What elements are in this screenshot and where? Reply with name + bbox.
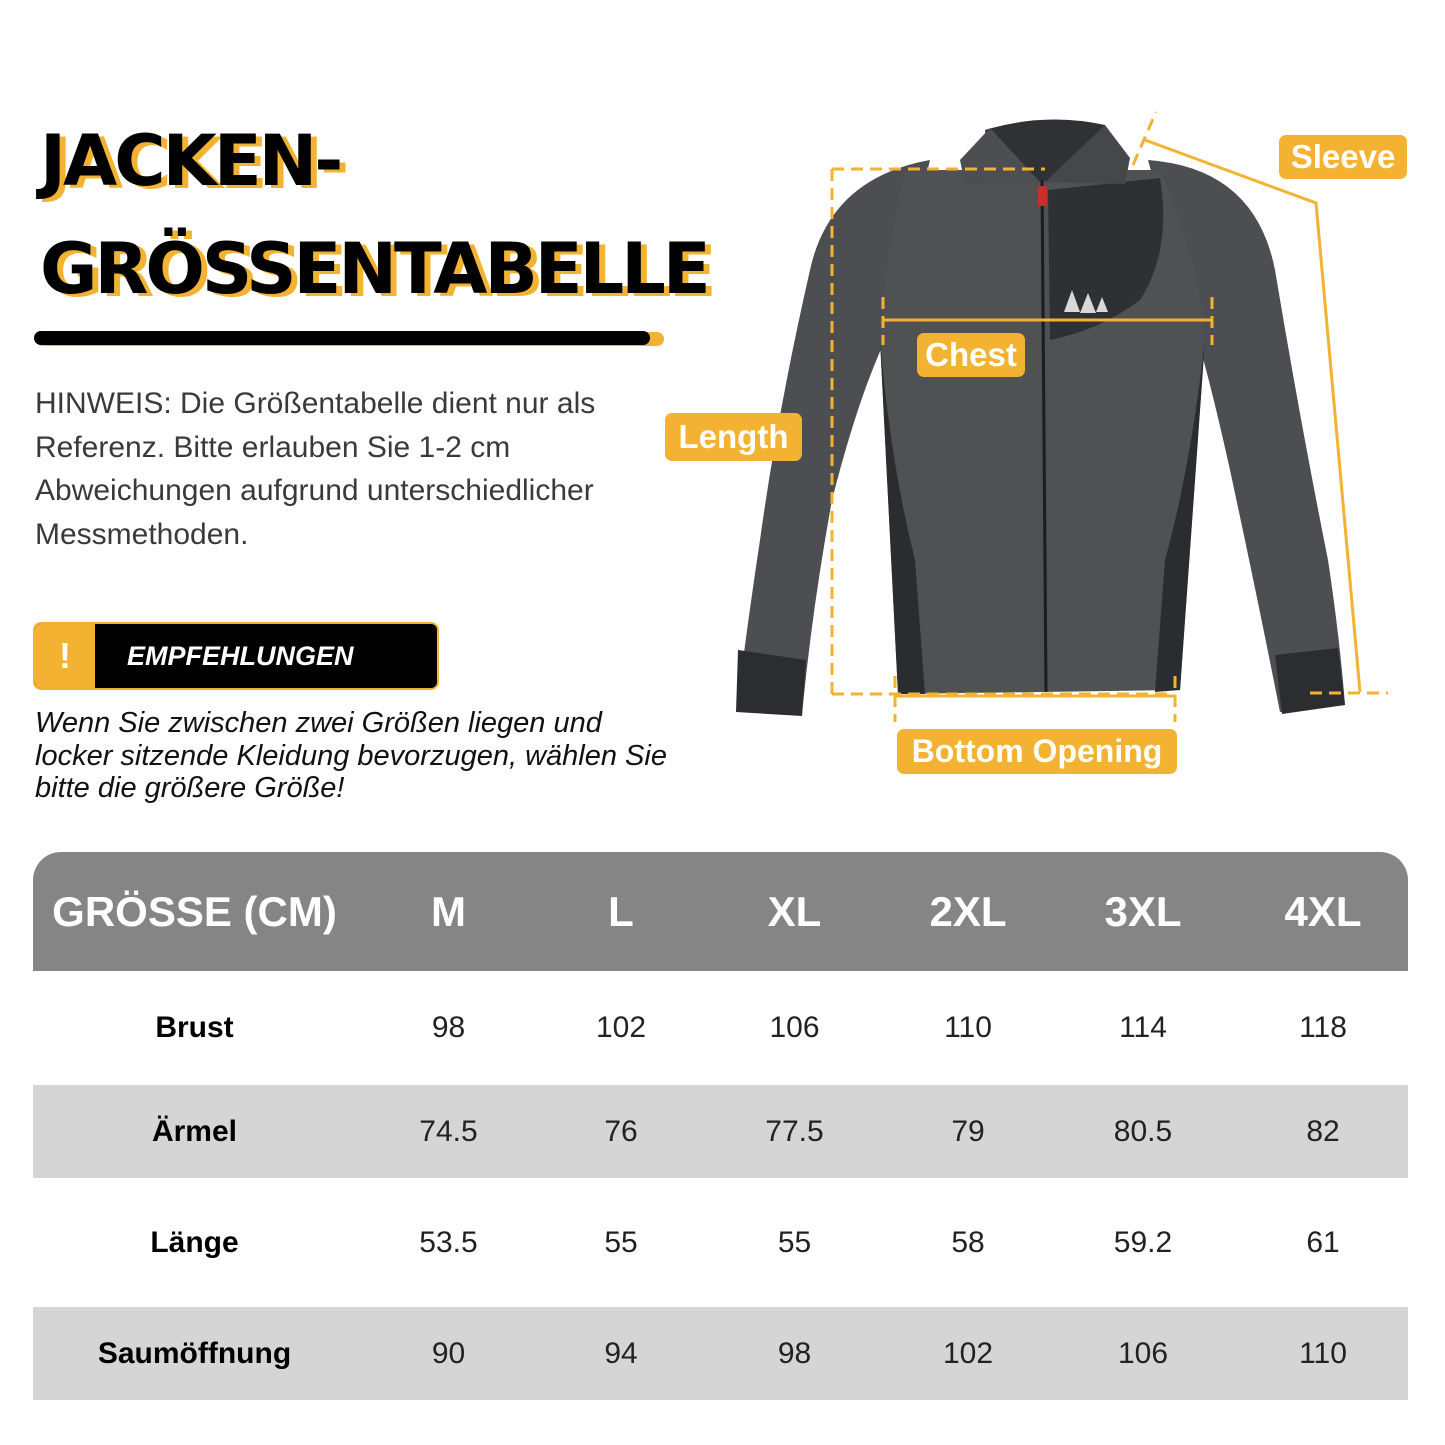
table-cell: 59.2 (1113, 1225, 1173, 1259)
bottom-opening-label: Bottom Opening (897, 729, 1177, 774)
row-label: Brust (155, 1011, 234, 1044)
table-row (33, 1085, 1408, 1178)
header-size-l: L (541, 852, 701, 971)
table-cell: 53.5 (419, 1225, 478, 1259)
table-cell: 114 (1119, 1011, 1167, 1044)
table-cell: 80.5 (1048, 1085, 1238, 1178)
header-size-4xl: 4XL (1238, 852, 1408, 971)
table-row (33, 1307, 1408, 1400)
row-label: Saumöffnung (33, 1307, 356, 1400)
table-cell: 106 (769, 1011, 820, 1044)
table-cell: 110 (944, 1011, 992, 1044)
table-cell: 76 (541, 1085, 701, 1178)
table-cell: 55 (604, 1225, 638, 1259)
reference-note: HINWEIS: Die Größentabelle dient nur als Referenz. Bitte erlauben Sie 1-2 cm Abweichungen aufgrund unterschiedlicher Messmethoden. (35, 387, 596, 551)
table-cell: 61 (1306, 1225, 1340, 1259)
title-line-1: JACKEN- (40, 120, 341, 202)
header-size-label: GRÖSSE (CM) (33, 852, 356, 971)
header-size-m: M (356, 852, 541, 971)
jacket-illustration (736, 120, 1345, 716)
recommendation-text: Wenn Sie zwischen zwei Größen liegen und locker sitzende Kleidung bevorzugen, wählen Sie bitte die größere Größe! (35, 707, 667, 804)
table-cell: 98 (431, 1011, 466, 1044)
table-cell: 77.5 (701, 1085, 888, 1178)
table-cell: 58 (951, 1225, 985, 1259)
table-cell: 94 (541, 1307, 701, 1400)
table-cell: 118 (1299, 1011, 1347, 1044)
table-cell: 82 (1238, 1085, 1408, 1178)
header-size-3xl: 3XL (1048, 852, 1238, 971)
table-cell: 106 (1048, 1307, 1238, 1400)
table-cell: 98 (701, 1307, 888, 1400)
exclamation-icon: ! (59, 635, 71, 676)
table-cell: 55 (777, 1225, 812, 1259)
table-cell: 102 (595, 1011, 647, 1044)
row-label: Ärmel (33, 1085, 356, 1178)
header-size-2xl: 2XL (888, 852, 1048, 971)
table-row (33, 971, 1408, 1085)
title-line-2: GRÖSSENTABELLE (40, 228, 708, 310)
table-row (33, 1178, 1408, 1307)
chest-label: Chest (917, 333, 1025, 377)
table-cell: 74.5 (356, 1085, 541, 1178)
header-size-xl: XL (701, 852, 888, 971)
table-cell: 79 (888, 1085, 1048, 1178)
size-table (33, 852, 1408, 1400)
table-header-row (33, 852, 1408, 971)
recommendations-label: EMPFEHLUNGEN (127, 641, 354, 671)
table-cell: 110 (1238, 1307, 1408, 1400)
table-cell: 90 (356, 1307, 541, 1400)
length-label: Length (665, 413, 802, 461)
sleeve-label: Sleeve (1279, 135, 1407, 179)
table-cell: 102 (888, 1307, 1048, 1400)
row-label: Länge (150, 1225, 239, 1259)
